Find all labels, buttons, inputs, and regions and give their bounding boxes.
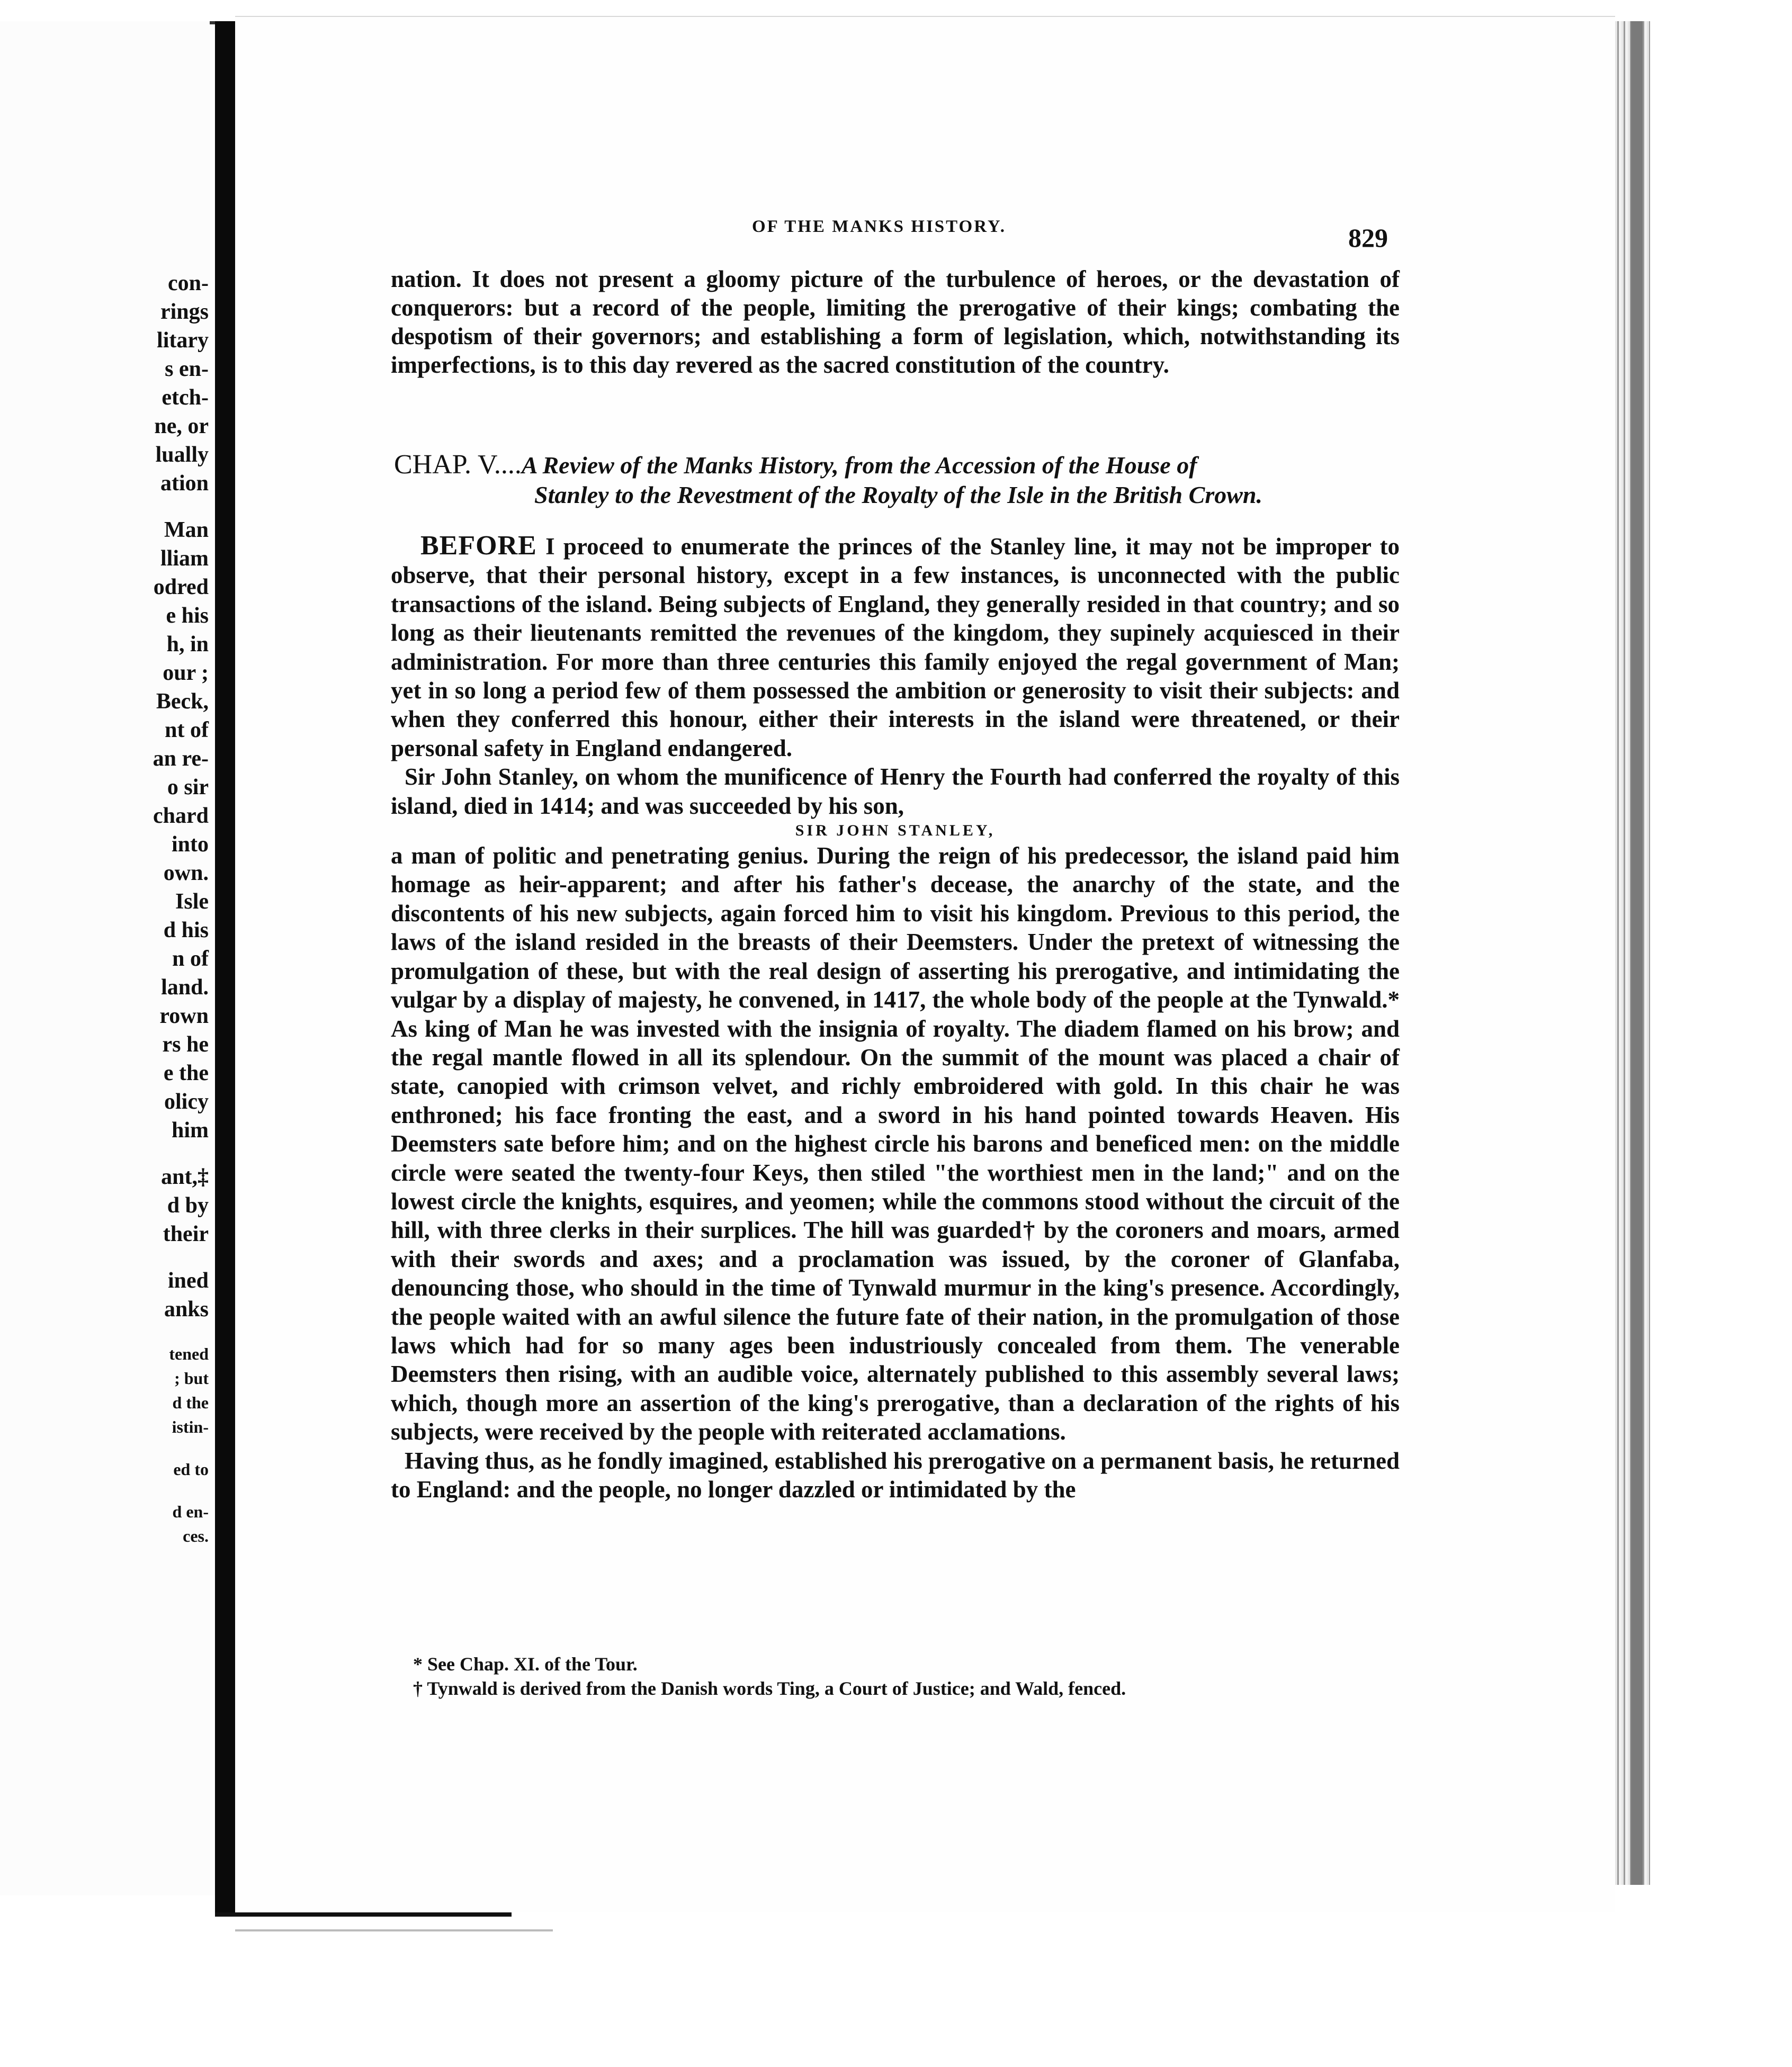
- left-page-fragment: d by: [167, 1193, 209, 1218]
- chapter-heading-line1: [394, 450, 1403, 480]
- left-page-fragment: [7, 1145, 209, 1163]
- paragraph-sir-john-stanley-senior: Sir John Stanley, on whom the munificence of Henry the Fourth had conferred the royalty of this island, died in 1414; and was succeeded by his son,: [391, 763, 1400, 819]
- left-page-fragment: an re-: [153, 747, 209, 771]
- intro-paragraph: nation. It does not present a gloomy picture of the turbulence of heroes, or the devastation of conquerors: but a record of the people, limiting the prerogative of their kings; combating the despotism of their governors; and establishing a form of legislation, which, notwithstanding its imperfections, is to this day revered as the sacred constitution of the country.: [391, 266, 1400, 378]
- subheading-sir-john-stanley: SIR JOHN STANLEY,: [795, 822, 996, 840]
- left-page-fragment: lually: [155, 443, 209, 467]
- chapter-body: [391, 532, 1400, 1504]
- left-page-fragment: con-: [168, 271, 209, 295]
- left-page-fragment: land.: [161, 975, 209, 1000]
- left-page-fragment: Beck,: [156, 689, 209, 714]
- paragraph-before-text: I proceed to enumerate the princes of the Stanley line, it may not be improper to observe, that their personal history, except in a few instances, is unconnected with the public transactions of the island. Being subjects of England, they generally resided in that country; and so long as their lieutenants remitted the revenues of the kingdom, they supinely acquiesced in their administration. For more than three centuries this family enjoyed the regal government of Man; yet in so long a period few of them possessed the ambition or generosity to visit their subjects: and when they conferred this honour, either their interests in the island were threatened, or their personal safety in England endangered.: [391, 533, 1400, 761]
- chapter-title-line2: Stanley to the Revestment of the Royalty of the Isle in the British Crown.: [534, 481, 1262, 508]
- left-page-fragment: etch-: [162, 385, 209, 410]
- footnote-asterisk: * See Chap. XI. of the Tour.: [413, 1653, 638, 1675]
- left-page-fragment: n of: [172, 947, 209, 971]
- left-page-fragment: ; but: [174, 1369, 209, 1388]
- gutter-bottom-edge: [215, 1912, 512, 1917]
- left-page-fragment: [7, 1481, 209, 1499]
- left-page-fragment: their: [163, 1222, 209, 1246]
- left-page-fragment: ed to: [173, 1460, 209, 1479]
- left-page-fragment: istin-: [172, 1417, 209, 1436]
- left-page-fragment: odred: [153, 575, 209, 599]
- left-page-fragment: o sir: [167, 775, 209, 799]
- left-page-fragment: [7, 1439, 209, 1457]
- left-page-fragment: tened: [169, 1344, 209, 1363]
- left-page-fragment: d en-: [172, 1502, 209, 1521]
- left-page-fragment: s en-: [165, 357, 209, 381]
- left-page-fragment: ces.: [183, 1526, 209, 1545]
- lower-page-edge: [235, 1929, 553, 1931]
- left-page-fragment: ant,‡: [161, 1165, 209, 1189]
- left-page-fragment: h, in: [166, 632, 209, 657]
- left-page-text-fragments: [7, 269, 209, 1548]
- left-page-spacer: [7, 1324, 209, 1342]
- chapter-title-line1: A Review of the Manks History, from the Accession of the House of: [521, 452, 1197, 479]
- left-page-fragment: nt of: [165, 718, 209, 742]
- left-page-fragment: e his: [166, 604, 209, 628]
- left-page-fragment: d his: [163, 918, 209, 942]
- page-stack-shadow: [1631, 21, 1643, 1885]
- page-number: 829: [1348, 223, 1388, 253]
- left-page-fragment: litary: [157, 328, 209, 353]
- left-facing-page: [0, 21, 216, 1895]
- left-page-fragment: d the: [172, 1393, 209, 1412]
- left-page-fragment: anks: [164, 1297, 209, 1322]
- intro-paragraph-block: [391, 265, 1400, 379]
- left-page-fragment: own.: [163, 861, 209, 885]
- paragraph-before: [391, 532, 1400, 762]
- left-page-fragment: [7, 498, 209, 516]
- left-page-fragment: chard: [153, 804, 209, 828]
- left-page-fragment: olicy: [164, 1090, 209, 1114]
- left-page-fragment: into: [171, 832, 209, 857]
- left-page-fragment: Man: [164, 518, 209, 542]
- lead-word: BEFORE: [420, 531, 537, 561]
- chapter-label: CHAP. V....: [394, 450, 522, 480]
- left-page-fragment: rings: [160, 300, 209, 324]
- left-page-fragment: ne, or: [154, 414, 209, 438]
- left-page-fragment: ined: [167, 1269, 209, 1293]
- footnote-dagger: † Tynwald is derived from the Danish words Ting, a Court of Justice; and Wald, fenced.: [413, 1678, 1126, 1699]
- left-page-fragment: e the: [163, 1061, 209, 1085]
- footnotes: [413, 1652, 1366, 1701]
- left-page-fragment: rs he: [162, 1032, 209, 1057]
- left-page-fragment: rown: [159, 1004, 209, 1028]
- left-page-fragment: ation: [160, 471, 209, 496]
- paragraph-having-thus: Having thus, as he fondly imagined, established his prerogative on a permanent basis, he returned to England: and the people, no longer dazzled or intimidated by the: [391, 1447, 1400, 1503]
- right-margin: [1650, 0, 1792, 2067]
- left-page-fragment: [7, 1248, 209, 1266]
- binding-gutter: [215, 21, 235, 1917]
- left-page-fragment: Isle: [175, 889, 209, 914]
- left-page-fragment: our ;: [163, 661, 209, 685]
- left-page-fragment: lliam: [160, 546, 209, 571]
- running-head: OF THE MANKS HISTORY.: [752, 217, 1006, 236]
- paragraph-tynwald: a man of politic and penetrating genius. During the reign of his predecessor, the island paid him homage as heir-apparent; and after his father's decease, the anarchy of the state, and the discontents of his new subjects, again forced him to visit his kingdom. Previous to this period, the laws of the island resided in the breasts of their Deemsters. Under the pretext of witnessing the promulgation of these, but with the real design of asserting his prerogative, and intimidating the vulgar by a display of majesty, he convened, in 1417, the whole body of the people at the Tynwald.* As king of Man he was invested with the insignia of royalty. The diadem flamed on his brow; and the regal mantle flowed in all its splendour. On the summit of the mount was placed a chair of state, canopied with crimson velvet, and richly embroidered with gold. In this chair he was enthroned; his face fronting the east, and a sword in his hand pointed towards Heaven. His Deemsters sate before him; and on the highest circle his barons and beneficed men: on the middle circle were seated the twenty-four Keys, then stiled "the worthiest men in the land;" and on the lowest circle the knights, esquires, and yeomen; while the commons stood without the circuit of the hill, with three clerks in their surplices. The hill was guarded† by the coroners and moars, armed with their swords and axes; and a proclamation was issued, by the coroner of Glanfaba, denouncing those, who should in the time of Tynwald murmur in the king's presence. Accordingly, the people waited with an awful silence the future fate of their nation, in the promulgation of those laws which had for so many ages been industriously concealed from them. The venerable Deemsters then rising, with an audible voice, alternately published to this assembly several laws; which, though more an assertion of the king's prerogative, than a declaration of the rights of his subjects, were received by the people with reiterated acclamations.: [391, 842, 1400, 1445]
- chapter-heading: [394, 450, 1403, 510]
- left-page-fragment: him: [171, 1118, 209, 1143]
